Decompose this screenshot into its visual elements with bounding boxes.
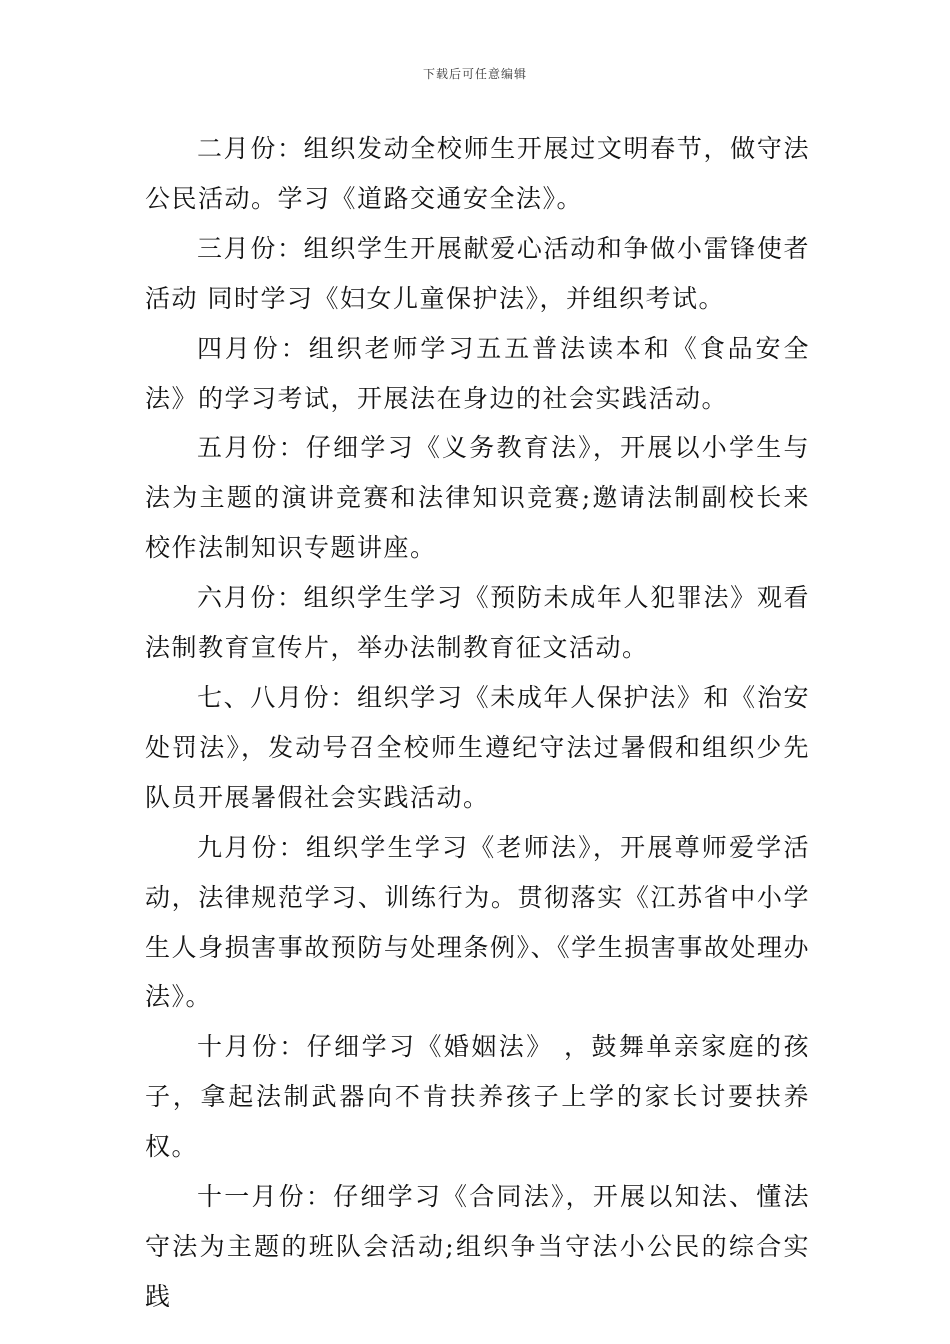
paragraph-july-august: 七、八月份：组织学习《未成年人保护法》和《治安处罚法》，发动号召全校师生遵纪守法过暑假和组织少先队员开展暑假社会实践活动。	[145, 682, 810, 812]
paragraph-april: 四月份：组织老师学习五五普法读本和《食品安全法》的学习考试，开展法在身边的社会实践活动。	[145, 333, 810, 413]
paragraph-november: 十一月份：仔细学习《合同法》，开展以知法、懂法守法为主题的班队会活动;组织争当守法小公民的综合实践	[145, 1182, 810, 1311]
paragraph-september: 九月份：组织学生学习《老师法》，开展尊师爱学活动，法律规范学习、训练行为。贯彻落实《江苏省中小学生人身损害事故预防与处理条例》、《学生损害事故处理办法》。	[145, 832, 810, 1012]
paragraph-march: 三月份：组织学生开展献爱心活动和争做小雷锋使者活动 同时学习《妇女儿童保护法》，并组织考试。	[145, 233, 810, 313]
paragraph-may: 五月份：仔细学习《义务教育法》，开展以小学生与法为主题的演讲竞赛和法律知识竞赛;邀请法制副校长来校作法制知识专题讲座。	[145, 433, 810, 563]
paragraph-october: 十月份：仔细学习《婚姻法》 ，鼓舞单亲家庭的孩子，拿起法制武器向不肯扶养孩子上学的家长讨要扶养权。	[145, 1032, 810, 1162]
paragraph-june: 六月份：组织学生学习《预防未成年人犯罪法》观看法制教育宣传片，举办法制教育征文活动。	[145, 583, 810, 663]
paragraph-february: 二月份：组织发动全校师生开展过文明春节，做守法公民活动。学习《道路交通安全法》。	[145, 134, 810, 213]
page-header: 下载后可任意编辑	[422, 67, 527, 81]
document-body	[145, 124, 810, 1322]
